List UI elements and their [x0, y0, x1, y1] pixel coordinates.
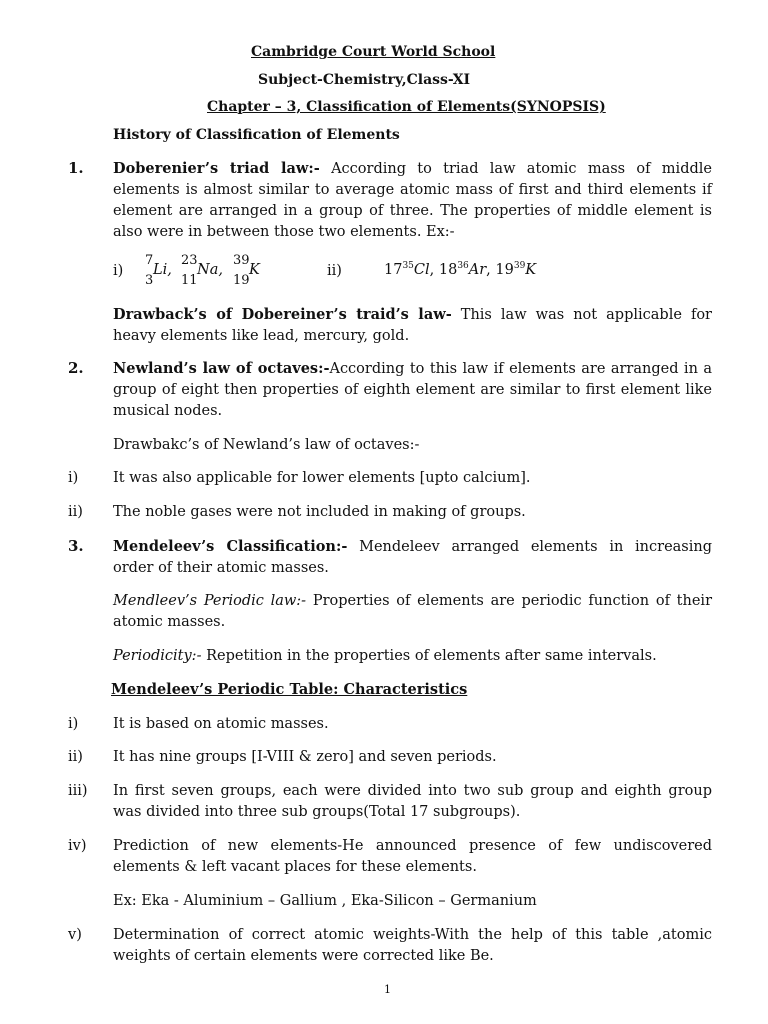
isotope-superscript: 39: [513, 261, 526, 271]
section-2-number: 2.: [68, 359, 84, 377]
section-1-paragraph: [113, 158, 712, 243]
chapter-title: Chapter – 3, Classification of Elements(SYNOPSIS): [207, 99, 606, 115]
atomic-number: 19: [233, 273, 250, 288]
subject-line: Subject-Chemistry,Class-XI: [258, 72, 471, 88]
section-2-title: Newland’s law of octaves:-: [113, 360, 330, 377]
char-item-text: In first seven groups, each were divided into two sub group and eighth group was divided into three sub groups(Total 17 subgroups).: [113, 783, 712, 820]
history-heading: History of Classification of Elements: [113, 127, 400, 143]
triad-example-i: [143, 254, 293, 290]
isotope-number: 17: [384, 261, 403, 278]
section-1-text: According to triad law atomic mass of middle elements is almost similar to average atomic mass of first and third elements if element are arranged in a group of three. The properties of middle element is also were in between those two elements. Ex:-: [113, 161, 712, 240]
isotope-number: 18: [438, 261, 458, 278]
periodic-law-title: Mendleev’s Periodic law:-: [113, 593, 307, 609]
isotope-k: [495, 262, 536, 278]
char-item-label: v): [68, 927, 82, 943]
section-3-text: Mendeleev arranged elements in increasing order of their atomic masses.: [113, 539, 713, 576]
section-1-number: 1.: [68, 159, 84, 177]
section-3-title: Mendeleev’s Classification:-: [113, 538, 348, 555]
element-symbol: Ar: [468, 261, 487, 278]
element-symbol: K: [525, 261, 537, 278]
char-item-label: iii): [68, 783, 88, 799]
school-title: Cambridge Court World School: [251, 44, 496, 60]
separator: ,: [429, 261, 439, 278]
isotope-cl: [384, 262, 439, 278]
element-symbol: Na,: [197, 262, 223, 278]
periodic-law-paragraph: [113, 591, 712, 633]
element-symbol: Li,: [153, 262, 172, 278]
isotope-superscript: 36: [457, 261, 469, 271]
char-item-label: iv): [68, 838, 87, 854]
isotope-number: 19: [495, 261, 514, 278]
drawback-dobereiner-paragraph: [113, 304, 712, 347]
char-example-text: Ex: Eka - Aluminium – Gallium , Eka-Silicon – Germanium: [113, 893, 537, 909]
periodicity-title: Periodicity:-: [113, 648, 202, 664]
isotope-superscript: 35: [402, 261, 414, 271]
char-item-label: i): [68, 716, 79, 732]
section-2-text: According to this law if elements are arranged in a group of eight then properties of eighth element are similar to first element like musical nodes.: [113, 361, 712, 419]
periodicity-paragraph: [113, 646, 712, 667]
isotope-ar: [439, 262, 496, 278]
newland-drawbacks-heading: Drawbakc’s of Newland’s law of octaves:-: [113, 437, 420, 453]
drawback-dobereiner-text: This law was not applicable for heavy elements like lead, mercury, gold.: [113, 307, 712, 344]
example-i-label: i): [113, 263, 124, 279]
separator: ,: [486, 261, 496, 278]
char-item-text: It is based on atomic masses.: [113, 716, 329, 732]
char-item-text: Prediction of new elements-He announced presence of few undiscovered elements & left vacant places for these elements.: [113, 838, 712, 875]
example-ii-label: ii): [327, 263, 342, 279]
periodic-law-text: Properties of elements are periodic function of their atomic masses.: [113, 593, 713, 630]
characteristics-heading: Mendeleev’s Periodic Table: Characteristics: [111, 681, 468, 698]
newland-item-label: ii): [68, 504, 83, 520]
page-number: 1: [384, 983, 391, 996]
drawback-dobereiner-title: Drawback’s of Dobereiner’s traid’s law-: [113, 306, 452, 323]
section-3-paragraph: [113, 536, 712, 579]
mass-number: 39: [233, 253, 250, 268]
newland-item-text: It was also applicable for lower elements [upto calcium].: [113, 470, 531, 486]
char-item-label: ii): [68, 749, 83, 765]
periodicity-text: Repetition in the properties of elements after same intervals.: [201, 648, 657, 664]
char-item-text: Determination of correct atomic weights-With the help of this table ,atomic weights of certain elements were corrected like Be.: [113, 927, 712, 964]
triad-example-ii: [384, 261, 536, 278]
atomic-number: 11: [181, 273, 198, 288]
mass-number: 23: [181, 253, 198, 268]
section-2-paragraph: [113, 358, 712, 422]
section-3-number: 3.: [68, 537, 84, 555]
newland-item-text: The noble gases were not included in making of groups.: [113, 504, 526, 520]
char-item-text: It has nine groups [I-VIII & zero] and seven periods.: [113, 749, 497, 765]
atomic-number: 3: [145, 273, 154, 288]
section-1-title: Doberenier’s triad law:-: [113, 160, 320, 177]
element-symbol: Cl: [413, 261, 430, 278]
newland-item-label: i): [68, 470, 79, 486]
element-symbol: K: [249, 262, 260, 278]
mass-number: 7: [145, 253, 154, 268]
